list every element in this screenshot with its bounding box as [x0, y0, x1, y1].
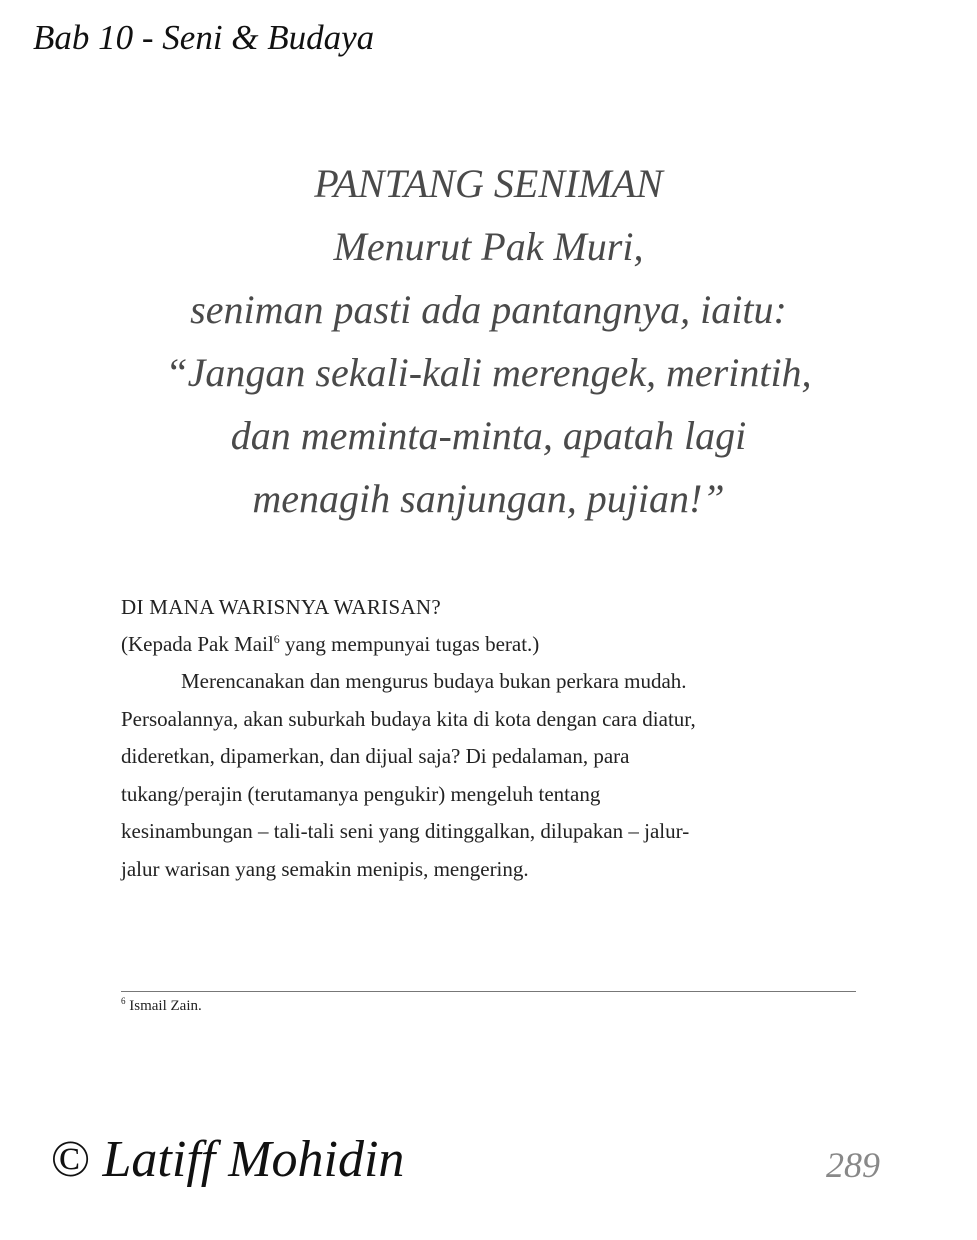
section-heading: DI MANA WARISNYA WARISAN? — [121, 595, 441, 619]
poem-line: dan meminta-minta, apatah lagi — [230, 413, 747, 458]
dedication-text: (Kepada Pak Mail — [121, 632, 274, 656]
poem-line: menagih sanjungan, pujian!” — [252, 476, 725, 521]
poem-line: “Jangan sekali-kali merengek, merintih, — [165, 350, 812, 395]
poem-title: PANTANG SENIMAN — [314, 161, 663, 206]
footnote-text: Ismail Zain. — [125, 998, 202, 1014]
poem-line: Menurut Pak Muri, — [333, 224, 644, 269]
footnote-divider — [121, 991, 856, 992]
paragraph-line: Merencanakan dan mengurus budaya bukan perkara mudah. — [181, 669, 687, 693]
page-number: 289 — [826, 1145, 880, 1185]
copyright-notice: © Latiff Mohidin — [50, 1131, 405, 1188]
paragraph-line: tukang/perajin (terutamanya pengukir) mengeluh tentang — [121, 781, 601, 806]
paragraph-line: dideretkan, dipamerkan, dan dijual saja? Di pedalaman, para — [121, 744, 630, 768]
paragraph-line: jalur warisan yang semakin menipis, mengering. — [121, 856, 529, 881]
dedication-line — [121, 626, 861, 663]
paragraph-line: Persoalannya, akan suburkah budaya kita di kota dengan cara diatur, — [121, 706, 696, 731]
footnote-number: 6 — [121, 996, 126, 1006]
footnote — [121, 998, 202, 1015]
footnote-reference: 6 — [273, 632, 280, 646]
paragraph-line: kesinambungan – tali-tali seni yang ditinggalkan, dilupakan – jalur- — [121, 819, 690, 843]
poem-line: seniman pasti ada pantangnya, iaitu: — [190, 287, 787, 332]
essay-section — [121, 589, 861, 888]
poem-block — [0, 153, 977, 530]
chapter-header: Bab 10 - Seni & Budaya — [33, 18, 375, 57]
dedication-text-end: yang mempunyai tugas berat.) — [279, 632, 540, 656]
